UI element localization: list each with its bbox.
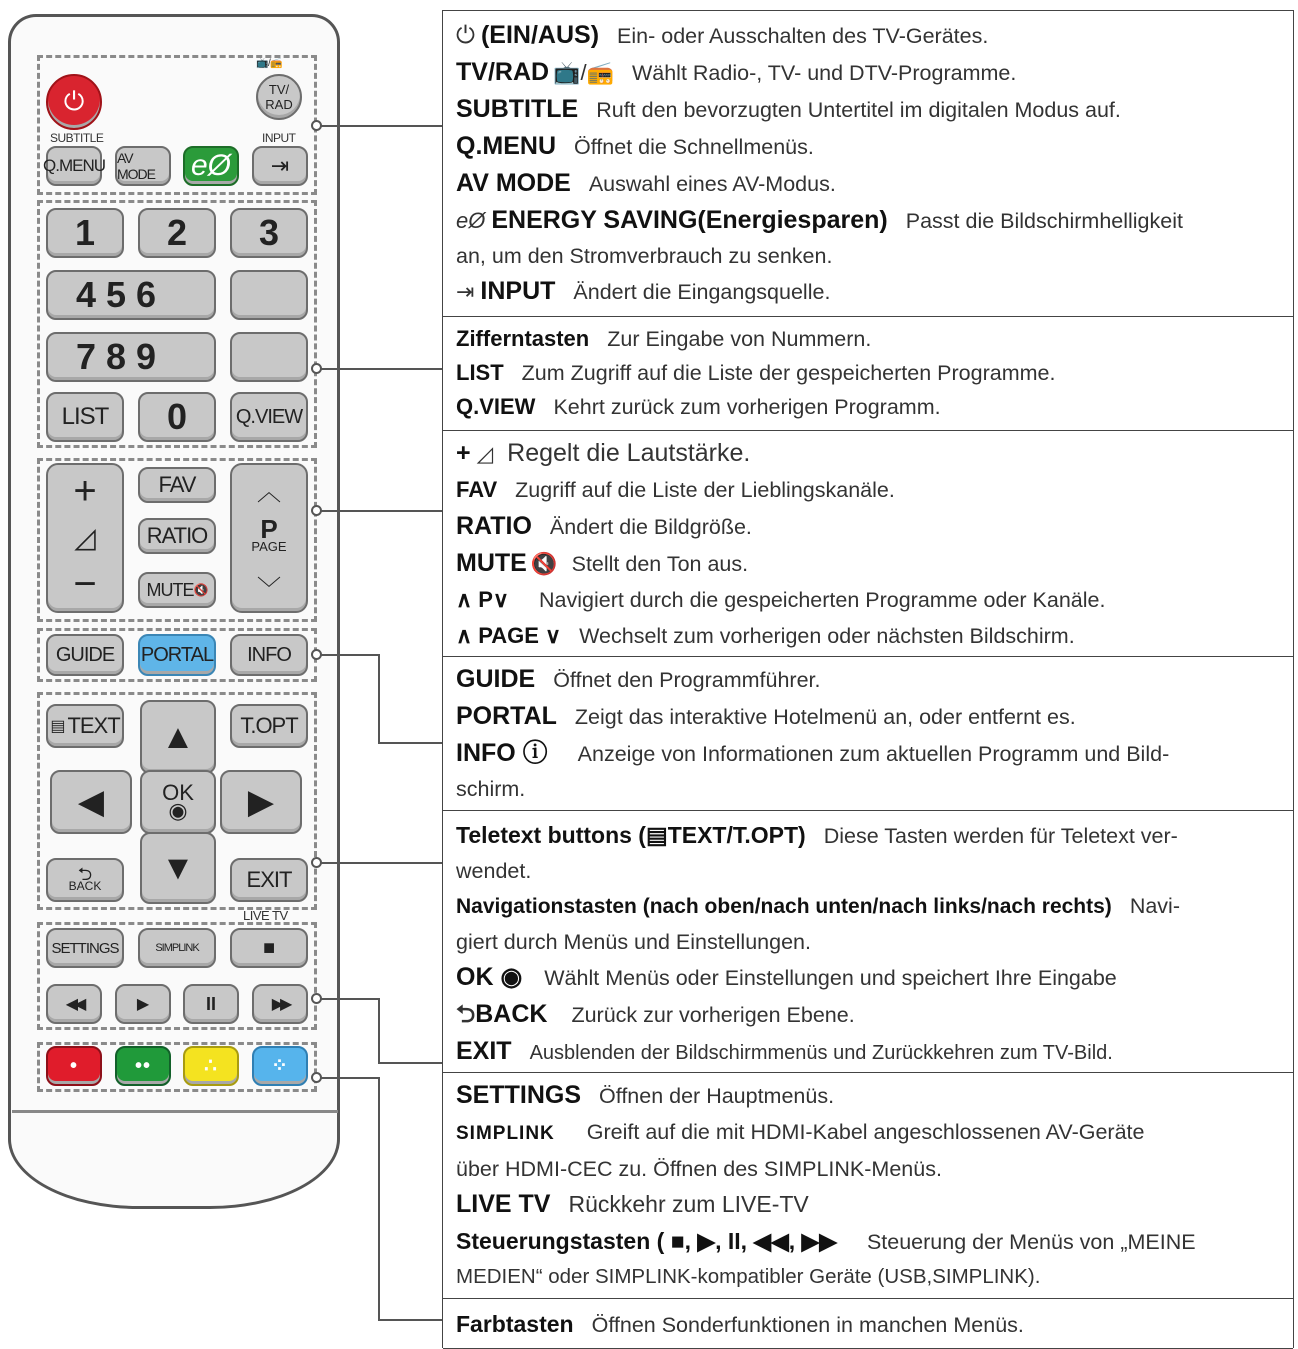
row-info [456,735,1293,772]
connector-dot-7 [311,1072,322,1083]
program-label [251,513,287,556]
ok-icon: ◉ [168,798,188,823]
ctrl-text: Steuerung der Menüs von „MEINE [866,1230,1196,1254]
connector-dot-6 [311,993,322,1004]
exit-text: Ausblenden der Bildschirmmenüs und Zurückkehren zum TV-Bild. [529,1042,1113,1064]
text-label: TEXT [67,713,120,738]
mute-button[interactable] [138,572,216,608]
connector-4c [378,742,442,744]
num-text: Zur Eingabe von Nummern. [607,327,872,351]
section-settings [443,1073,1293,1299]
power-key: (EIN/AUS) [480,21,600,49]
input-label: INPUT [262,131,296,145]
power-button[interactable] [46,74,102,130]
tvrad-text: Wählt Radio-, TV- und DTV-Programme. [631,61,1017,85]
row-subtitle [456,91,1293,128]
input-button[interactable] [252,146,308,186]
row-qview [456,390,1293,424]
ok-label: OK [162,780,194,805]
row-livetv [456,1186,1293,1223]
section-guide [443,657,1293,811]
connector-7a [316,1077,380,1079]
mute-label: MUTE [146,579,194,600]
num-3-button[interactable]: 3 [230,208,308,258]
blue-button[interactable]: ⁘ [252,1046,308,1086]
info-key: INFO ⓘ [456,739,548,767]
volume-up[interactable]: + [73,468,97,513]
row-simplink [456,1114,1293,1152]
row-teletext [456,817,1293,854]
subtitle-key: SUBTITLE [456,95,579,123]
power-text: Ein- oder Ausschalten des TV-Gerätes. [617,24,989,48]
connector-dot-5 [311,857,322,868]
row-tvrad [456,54,1293,91]
volume-down[interactable]: − [73,562,97,607]
row-fav [456,472,1293,508]
vol-key: + [456,439,471,467]
energy-saving-button[interactable]: eØ [183,146,239,186]
avmode-key: AV MODE [456,169,571,197]
volume-rocker[interactable] [46,463,124,613]
p-key: ∧ P∨ [456,587,509,612]
power-symbol-icon: ⏻ [456,22,475,49]
num-2-button[interactable]: 2 [138,208,216,258]
num-456-button[interactable]: 4 5 6 [46,270,216,320]
livetv-text: Rückkehr zum LIVE-TV [568,1191,809,1217]
p-label: P [260,513,278,544]
remote-bottom-curve [12,1110,338,1203]
vol-text: Regelt die Lautstärke. [507,439,751,467]
row-qmenu [456,128,1293,165]
guide-button[interactable]: GUIDE [46,634,124,676]
input-key: INPUT [480,277,556,305]
nav-key: Navigationstasten (nach oben/nach unten/nach links/nach rechts) [456,895,1112,918]
num-0-button[interactable]: 0 [138,392,216,442]
page-text: Wechselt zum vorherigen oder nächsten Bildschirm. [579,624,1075,648]
row-list [456,356,1293,390]
connector-3 [316,510,442,512]
info-button[interactable]: INFO [230,634,308,676]
back-arrow-icon: ⮌ [456,1001,476,1028]
rewind-button[interactable]: ◀◀ [46,984,102,1024]
input-icon: ⇥ [270,153,290,178]
row-colors [456,1306,1293,1343]
connector-dot-3 [311,505,322,516]
ratio-button[interactable]: RATIO [138,518,216,554]
program-down[interactable]: ﹀ [257,576,281,604]
volume-icon: ◿ [476,442,494,466]
connector-4b [378,654,380,744]
ctrl-key: Steuerungstasten ( ■, ▶, II, ◀◀, ▶▶ [456,1228,837,1254]
play-button[interactable]: ▶ [115,984,171,1024]
pause-button[interactable]: II [183,984,239,1024]
teletext-icon: ▤ [50,718,65,735]
info-text-cont: schirm. [456,777,526,801]
qmenu-key: Q.MENU [456,132,556,160]
fast-forward-button[interactable]: ▶▶ [252,984,308,1024]
row-ok [456,959,1293,996]
nav-up-button[interactable]: ▲ [140,700,216,774]
energy-key: ENERGY SAVING(Energiesparen) [491,206,888,234]
ok-button[interactable] [140,770,216,834]
page-label: PAGE [251,538,287,554]
yellow-button[interactable]: ∴ [183,1046,239,1086]
blank-button-2[interactable] [230,332,308,382]
connector-2 [316,368,442,370]
mute-text: Stellt den Ton aus. [571,552,749,576]
section-colors [443,1299,1293,1349]
energy-text-cont: an, um den Stromverbrauch zu senken. [456,244,833,268]
program-up[interactable]: ︿ [257,478,281,506]
row-navkeys [456,888,1293,925]
power-icon: ⏻ [63,86,85,116]
tv-rad-top-label: 📺/📻 [256,58,283,69]
red-button[interactable]: • [46,1046,102,1086]
list-button[interactable]: LIST [46,392,124,442]
input-text: Ändert die Eingangsquelle. [573,280,831,304]
section-navigation [443,811,1293,1073]
qview-key: Q.VIEW [456,394,536,419]
simplink-text: Greift auf die mit HDMI-Kabel angeschlossenen AV-Geräte [586,1120,1145,1144]
row-exit [456,1033,1293,1071]
section-power-input [443,11,1293,317]
exit-key: EXIT [456,1037,512,1065]
tele-text-cont: wendet. [456,859,532,883]
back-key: BACK [475,1000,548,1028]
subtitle-text: Ruft den bevorzugten Untertitel im digitalen Modus auf. [596,98,1121,122]
connector-1 [316,125,442,127]
qmenu-text: Öffnet die Schnellmenüs. [574,135,814,159]
green-button[interactable]: •• [115,1046,171,1086]
row-page [456,618,1293,654]
settings-button[interactable]: SETTINGS [46,928,124,968]
simplink-logo: SIMPLINK [456,1123,555,1144]
ratio-key: RATIO [456,512,532,540]
text-button[interactable] [46,704,124,748]
back-button[interactable] [46,858,124,902]
tele-key: Teletext buttons (▤TEXT/T.OPT) [456,822,806,848]
connector-7c [378,1319,442,1321]
connector-dot-2 [311,363,322,374]
settings-key: SETTINGS [456,1081,582,1109]
mute-key: MUTE [456,549,527,577]
tvrad-key: TV/RAD [456,58,550,86]
settings-text: Öffnen der Hauptmenüs. [599,1084,835,1108]
row-input [456,273,1293,310]
input-source-icon: ⇥ [456,279,475,304]
row-energy [456,202,1293,239]
back-label: BACK [68,879,102,893]
portal-text: Zeigt das interaktive Hotelmenü an, oder entfernt es. [574,705,1076,729]
exit-button[interactable]: EXIT [230,858,308,902]
nav-text-cont: giert durch Menüs und Einstellungen. [456,930,811,954]
page-key: ∧ PAGE ∨ [456,623,562,648]
fav-text: Zugriff auf die Liste der Lieblingskanäle. [515,478,895,502]
num-key: Zifferntasten [456,326,590,351]
row-control [456,1223,1293,1260]
portal-button[interactable]: PORTAL [138,634,216,676]
color-text: Öffnen Sonderfunktionen in manchen Menüs. [591,1313,1024,1337]
nav-left-button[interactable]: ◀ [50,770,132,834]
connector-7b [378,1077,380,1321]
row-mute [456,545,1293,582]
row-program [456,582,1293,618]
ratio-text: Ändert die Bildgröße. [549,515,752,539]
row-power [456,17,1293,54]
fav-key: FAV [456,477,498,502]
list-key: LIST [456,360,504,385]
connector-6c [378,1062,442,1064]
connector-5 [316,862,442,864]
nav-right-button[interactable]: ▶ [220,770,302,834]
subtitle-label: SUBTITLE [50,131,104,145]
row-portal [456,698,1293,735]
p-text: Navigiert durch die gespeicherten Programme oder Kanäle. [539,588,1106,612]
tv-rad-button[interactable]: TV/ RAD [256,74,302,120]
program-rocker[interactable] [230,463,308,613]
energy-saving-icon: eØ [456,208,486,233]
avmode-text: Auswahl eines AV-Modus. [588,172,836,196]
connector-dot-4 [311,649,322,660]
blank-button-1[interactable] [230,270,308,320]
simplink-button[interactable]: SIMPLINK [138,928,216,968]
topt-button[interactable]: T.OPT [230,704,308,748]
tele-text: Diese Tasten werden für Teletext ver- [823,824,1178,848]
description-table [442,10,1294,1348]
num-1-button[interactable]: 1 [46,208,124,258]
live-tv-label: LIVE TV [243,908,288,923]
tv-radio-icon: 📺/📻 [553,60,614,85]
back-text: Zurück zur vorherigen Ebene. [571,1003,855,1027]
volume-icon: ◿ [74,522,96,554]
section-numbers [443,317,1293,431]
section-volume [443,431,1293,657]
nav-down-button[interactable]: ▼ [140,832,216,904]
connector-4a [316,654,380,656]
nav-text: Navi- [1129,894,1180,918]
ok-text: Wählt Menüs oder Einstellungen und speichert Ihre Eingabe [544,966,1117,990]
energy-text: Passt die Bildschirmhelligkeit [905,209,1183,233]
row-avmode [456,165,1293,202]
row-back [456,996,1293,1033]
live-tv-stop-button[interactable]: ■ [230,928,308,968]
back-icon: ⮌ [77,864,93,884]
remote-control-illustration [0,0,420,1348]
qview-text: Kehrt zurück zum vorherigen Programm. [553,395,941,419]
row-numbers [456,322,1293,356]
row-volume [456,435,1293,472]
connector-6a [316,998,380,1000]
mute-icon: 🔇 [193,583,208,597]
ctrl-text-cont: MEDIEN“ oder SIMPLINK-kompatibler Geräte (USB,SIMPLINK). [456,1265,1041,1288]
row-ratio [456,508,1293,545]
row-settings [456,1077,1293,1114]
color-key: Farbtasten [456,1311,574,1337]
guide-text: Öffnet den Programmführer. [553,668,821,692]
ok-key: OK ◉ [456,963,523,991]
simplink-text-cont: über HDMI-CEC zu. Öffnen des SIMPLINK-Menüs. [456,1157,942,1181]
qview-button[interactable]: Q.VIEW [230,392,308,442]
guide-key: GUIDE [456,665,536,693]
qmenu-button[interactable]: Q.MENU [46,146,102,186]
livetv-key: LIVE TV [456,1190,551,1218]
connector-6b [378,998,380,1064]
mute-speaker-icon: 🔇 [530,552,558,576]
connector-dot-1 [311,120,322,131]
row-guide [456,661,1293,698]
list-text: Zum Zugriff auf die Liste der gespeicherten Programme. [521,361,1056,385]
avmode-button[interactable]: AV MODE [115,146,171,186]
portal-key: PORTAL [456,702,557,730]
num-789-button[interactable]: 7 8 9 [46,332,216,382]
fav-button[interactable]: FAV [138,467,216,503]
info-text: Anzeige von Informationen zum aktuellen Programm und Bild- [577,742,1170,766]
